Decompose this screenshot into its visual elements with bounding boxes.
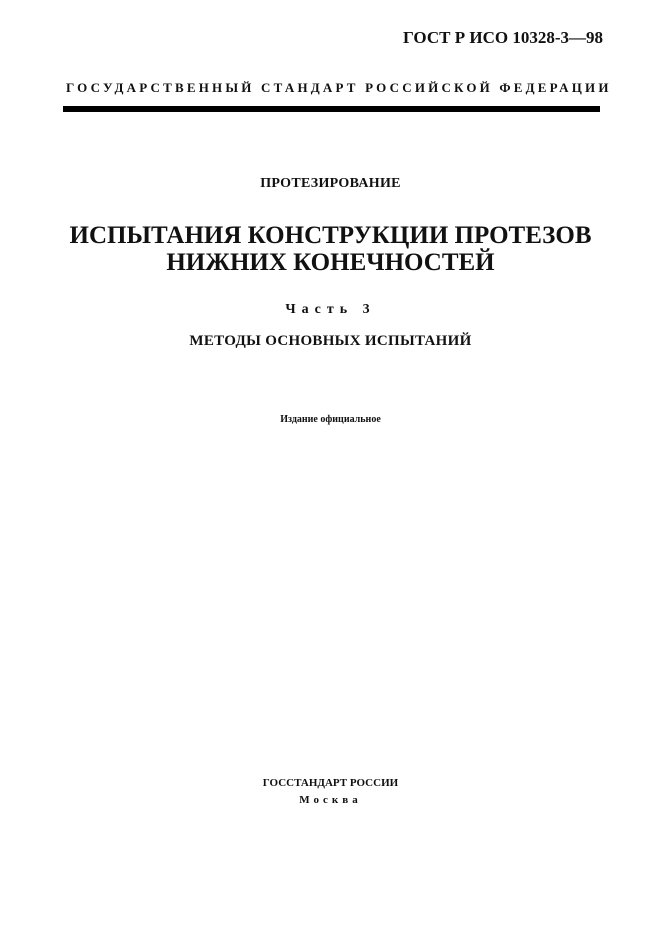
state-standard-heading: ГОСУДАРСТВЕННЫЙ СТАНДАРТ РОССИЙСКОЙ ФЕДЕРАЦИИ [66, 80, 612, 95]
main-title-line-1: ИСПЫТАНИЯ КОНСТРУКЦИИ ПРОТЕЗОВ [69, 222, 592, 249]
edition-note: Издание официальное [280, 414, 381, 425]
part-label: Часть 3 [285, 302, 376, 317]
publication-city: Москва [299, 794, 362, 806]
document-code: ГОСТ Р ИСО 10328-3—98 [403, 28, 603, 47]
category-heading: ПРОТЕЗИРОВАНИЕ [260, 176, 401, 191]
publisher: ГОССТАНДАРТ РОССИИ [262, 777, 399, 789]
main-title [0, 222, 661, 276]
header-rule-divider [63, 106, 600, 112]
subtitle: МЕТОДЫ ОСНОВНЫХ ИСПЫТАНИЙ [189, 333, 472, 349]
main-title-line-2: НИЖНИХ КОНЕЧНОСТЕЙ [166, 249, 495, 276]
